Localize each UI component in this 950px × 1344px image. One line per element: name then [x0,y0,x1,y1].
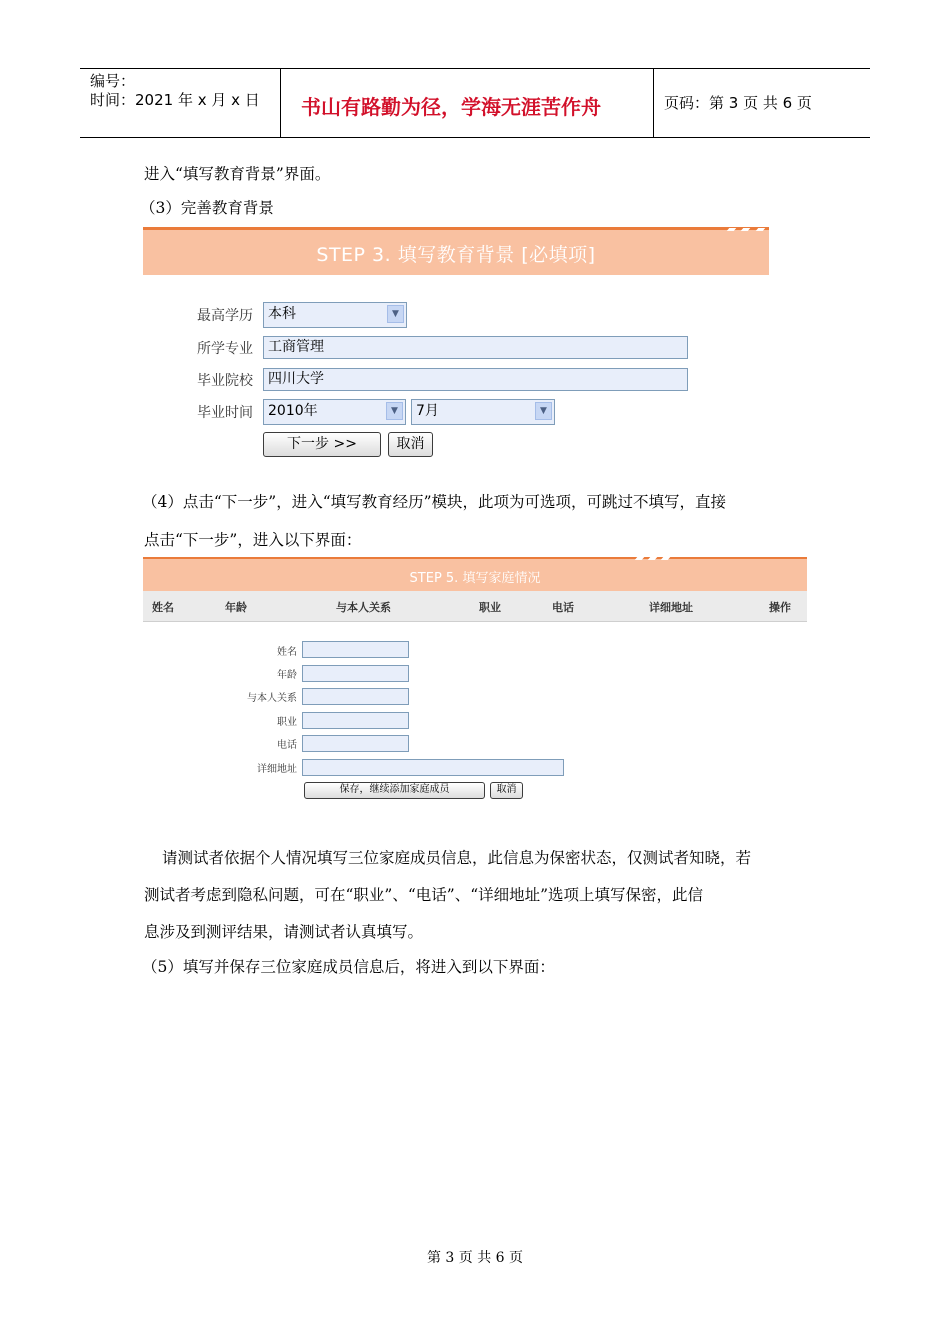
column-header-phone: 电话 [552,601,574,614]
chevron-down-icon[interactable]: ▼ [387,305,404,323]
family-occupation-input[interactable] [302,712,409,729]
step5-title-bar [143,557,807,591]
motto: 书山有路勤为径，学海无涯苦作舟 [301,95,601,119]
family-age-label: 年龄 [277,670,297,681]
major-input[interactable]: 工商管理 [263,336,688,359]
column-header-relation: 与本人关系 [336,601,391,614]
family-phone-label: 电话 [277,740,297,751]
column-header-age: 年龄 [225,601,247,614]
grad-year-select[interactable] [263,399,406,425]
school-input[interactable]: 四川大学 [263,368,688,391]
family-name-input[interactable] [302,641,409,658]
family-table-header [143,591,807,622]
decor-stripe [756,228,766,231]
serial-label: 编号： [90,72,136,90]
grad-month-select[interactable] [411,399,555,425]
column-header-occupation: 职业 [479,601,501,614]
grad-time-label: 毕业时间 [197,405,253,421]
paragraph-5: 请测试者依据个人情况填写三位家庭成员信息，此信息为保密状态，仅测试者知晓，若 [162,849,752,867]
next-step-button[interactable]: 下一步 >> [263,432,381,457]
paragraph-3: （4）点击“下一步”，进入“填写教育经历”模块，此项为可选项，可跳过不填写，直接 [142,493,727,511]
paragraph-2: （3）完善教育背景 [140,199,274,217]
header-page-cell [654,69,870,137]
step3-title-bar [143,227,769,275]
paragraph-6: 测试者考虑到隐私问题，可在“职业”、“电话”、“详细地址”选项上填写保密，此信 [144,886,704,904]
decor-stripe [648,557,658,560]
family-phone-input[interactable] [302,735,409,752]
page-info: 页码：第 3 页 共 6 页 [664,94,812,112]
school-label: 毕业院校 [197,373,253,389]
header-motto-cell [281,69,654,137]
major-label: 所学专业 [197,341,253,357]
degree-select[interactable] [263,302,407,328]
chevron-down-icon[interactable]: ▼ [386,402,403,420]
grad-month-value: 7月 [416,403,439,419]
step5-title: STEP 5. 填写家庭情况 [409,571,541,586]
family-address-input[interactable] [302,759,564,776]
paragraph-8: （5）填写并保存三位家庭成员信息后，将进入到以下界面： [142,958,555,976]
header-meta-cell [80,69,281,137]
cancel-button[interactable]: 取消 [388,432,433,457]
column-header-address: 详细地址 [649,601,693,614]
family-occupation-label: 职业 [277,717,297,728]
family-relation-input[interactable] [302,688,409,705]
column-header-action: 操作 [769,601,791,614]
family-address-label: 详细地址 [257,764,297,775]
decor-stripe [635,557,645,560]
decor-stripe [741,228,751,231]
grad-year-value: 2010年 [268,403,318,419]
document-header [80,68,870,138]
decor-stripe [661,557,671,560]
paragraph-1: 进入“填写教育背景”界面。 [144,165,331,183]
paragraph-4: 点击“下一步”，进入以下界面： [144,531,362,549]
page-footer: 第 3 页 共 6 页 [426,1250,524,1266]
chevron-down-icon[interactable]: ▼ [535,402,552,420]
degree-label: 最高学历 [197,308,253,324]
save-add-member-button[interactable]: 保存，继续添加家庭成员 [304,782,485,799]
family-cancel-button[interactable]: 取消 [490,782,523,799]
family-age-input[interactable] [302,665,409,682]
family-relation-label: 与本人关系 [247,693,297,704]
paragraph-7: 息涉及到测评结果，请测试者认真填写。 [144,923,424,941]
family-name-label: 姓名 [277,647,297,658]
date-label: 时间：2021 年 x 月 x 日 [90,91,260,109]
decor-stripe [727,228,737,231]
column-header-name: 姓名 [152,601,174,614]
degree-value: 本科 [268,306,296,322]
step3-title: STEP 3. 填写教育背景 [必填项] [316,244,596,266]
